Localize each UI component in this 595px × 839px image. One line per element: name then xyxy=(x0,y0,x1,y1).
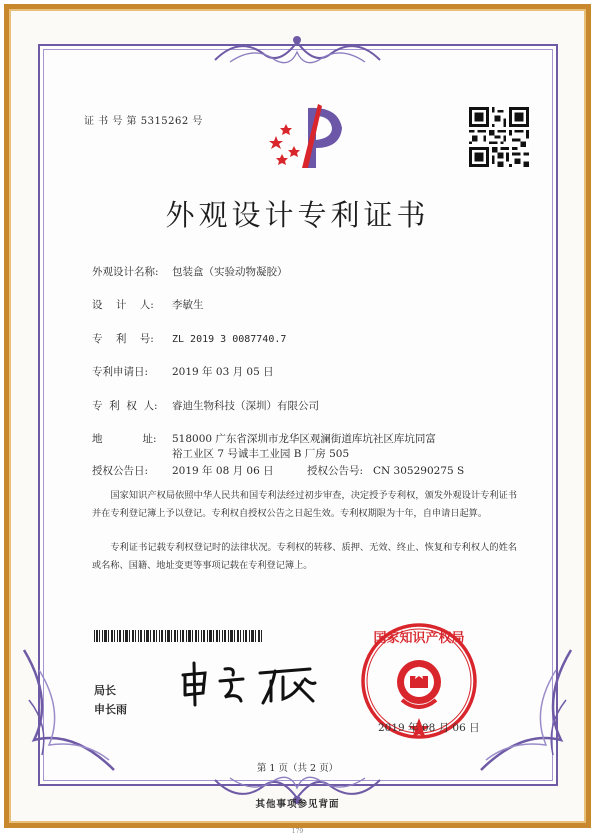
legal-status-paragraph: 专利证书记载专利权登记时的法律状况。专利权的转移、质押、无效、终止、恢复和专利权人的姓名或名称、国籍、地址变更等事项记载在专利登记簿上。 xyxy=(92,542,517,571)
designer-value: 李敏生 xyxy=(172,299,204,311)
patent-office-emblem xyxy=(262,96,354,174)
page-number: 第 1 页（共 2 页） xyxy=(256,763,339,774)
patentee-label: 专 利 权 人: xyxy=(92,400,158,412)
patent-number-label: 专 利 号: xyxy=(92,333,154,345)
designer-label: 设 计 人: xyxy=(92,299,154,311)
address-label: 地 址: xyxy=(92,433,157,445)
design-name-label: 外观设计名称: xyxy=(92,266,159,278)
address-value-line2: 裕工业区 7 号诚丰工业园 B 厂房 505 xyxy=(172,448,350,460)
seal-date: 2019 年 08 月 06 日 xyxy=(378,722,480,734)
grant-number-row xyxy=(307,463,464,478)
design-name-row xyxy=(92,264,288,279)
patentee-value: 睿迪生物科技（深圳）有限公司 xyxy=(172,400,319,412)
patentee-row xyxy=(92,398,319,413)
grant-number-label: 授权公告号: xyxy=(307,465,364,477)
grant-date-label: 授权公告日: xyxy=(92,465,149,477)
page-label: 179 xyxy=(291,828,304,835)
designer-row xyxy=(92,297,204,312)
certificate-title: 外观设计专利证书 xyxy=(165,198,430,232)
grant-date-row xyxy=(92,463,274,478)
filing-date-label: 专利申请日: xyxy=(92,366,149,378)
bottom-right-corner-ornament xyxy=(461,640,581,780)
patent-number-row xyxy=(92,331,286,346)
qr-code xyxy=(469,107,529,167)
grant-statement-paragraph: 国家知识产权局依照中华人民共和国专利法经过初步审查，决定授予专利权，颁发外观设计专利证书并在专利登记簿上予以登记。专利权自授权公告之日起生效。专利权期限为十年，自申请日起算。 xyxy=(92,490,517,519)
director-title-label: 局长 xyxy=(94,684,116,697)
certificate-number: 证 书 号 第 5315262 号 xyxy=(84,116,203,127)
filing-date-value: 2019 年 03 月 05 日 xyxy=(172,366,274,378)
address-row xyxy=(92,431,436,446)
seal-text: 国家知识产权局 xyxy=(373,631,465,646)
director-name-label: 申长雨 xyxy=(94,703,127,716)
filing-date-row xyxy=(92,364,274,379)
top-ornament xyxy=(210,30,385,70)
patent-number-value: ZL 2019 3 0087740.7 xyxy=(172,334,287,345)
director-signature xyxy=(175,655,330,710)
grant-number-value: CN 305290275 S xyxy=(373,465,465,477)
design-name-value: 包装盒（实验动物凝胶） xyxy=(172,266,288,278)
address-value-line1: 518000 广东省深圳市龙华区观澜街道库坑社区库坑同富 xyxy=(172,433,436,445)
barcode xyxy=(94,630,264,642)
footer-note: 其他事项参见背面 xyxy=(255,799,340,810)
grant-date-value: 2019 年 08 月 06 日 xyxy=(172,465,274,477)
